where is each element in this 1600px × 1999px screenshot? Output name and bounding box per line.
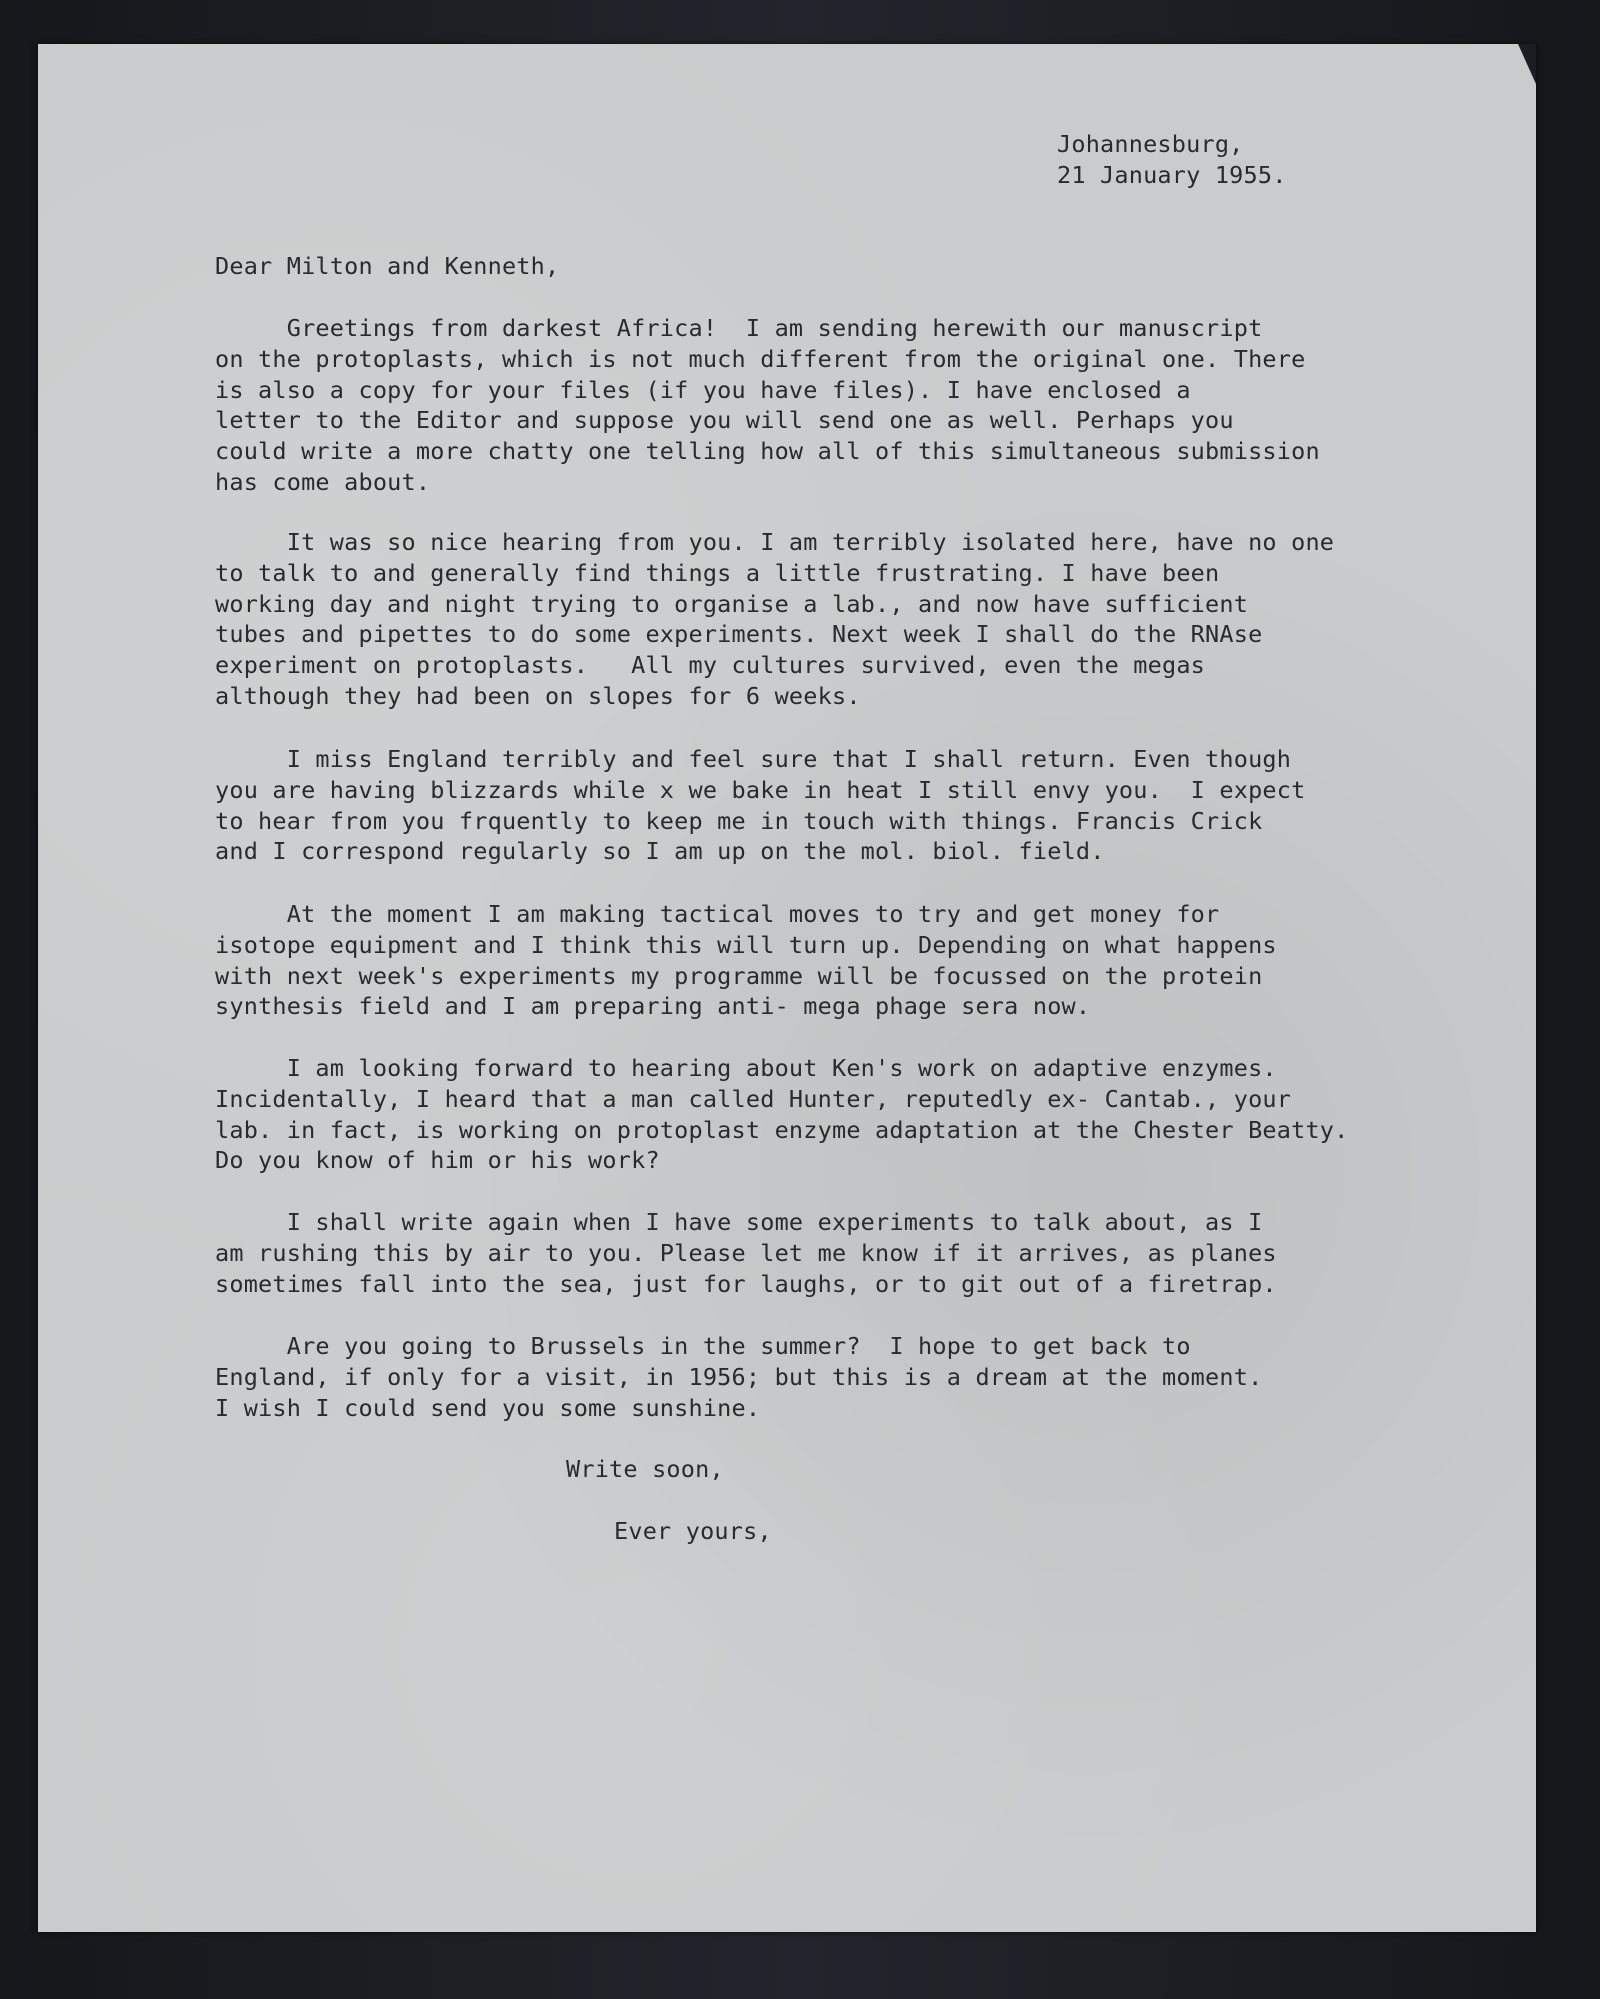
paragraph-6 xyxy=(215,1207,1277,1299)
paragraph-line: It was so nice hearing from you. I am terribly isolated here, have no one xyxy=(215,528,1335,556)
paragraph-line: I am looking forward to hearing about Ken's work on adaptive enzymes. xyxy=(215,1054,1277,1082)
paragraph-line: sometimes fall into the sea, just for laughs, or to git out of a firetrap. xyxy=(215,1269,1277,1298)
paragraph-line: letter to the Editor and suppose you will send one as well. Perhaps you xyxy=(215,406,1234,435)
paragraph-line: Greetings from darkest Africa! I am sending herewith our manuscript xyxy=(215,314,1263,342)
paragraph-line: I miss England terribly and feel sure that I shall return. Even though xyxy=(215,745,1292,773)
paragraph-line: could write a more chatty one telling how all of this simultaneous submission xyxy=(215,437,1320,466)
paragraph-line: I wish I could send you some sunshine. xyxy=(215,1393,761,1422)
paragraph-line: Are you going to Brussels in the summer? I hope to get back to xyxy=(215,1332,1191,1360)
paragraph-line: working day and night trying to organise a lab., and now have sufficient xyxy=(215,589,1249,618)
paragraph-line: Incidentally, I heard that a man called Hunter, reputedly ex- Cantab., your xyxy=(215,1084,1292,1113)
closing-ever-yours: Ever yours, xyxy=(614,1517,772,1545)
paragraph-1 xyxy=(215,313,1320,498)
paragraph-line: England, if only for a visit, in 1956; but this is a dream at the moment. xyxy=(215,1362,1263,1391)
paragraph-2 xyxy=(215,527,1334,712)
paragraph-line: I shall write again when I have some experiments to talk about, as I xyxy=(215,1208,1263,1236)
paragraph-line: and I correspond regularly so I am up on the mol. biol. field. xyxy=(215,837,1105,866)
paragraph-line: with next week's experiments my programme will be focussed on the protein xyxy=(215,961,1263,990)
letter-place: Johannesburg, xyxy=(1057,130,1244,158)
closing-write-soon: Write soon, xyxy=(566,1455,724,1483)
paragraph-4 xyxy=(215,899,1277,1022)
paragraph-line: tubes and pipettes to do some experiments. Next week I shall do the RNAse xyxy=(215,620,1263,649)
paragraph-line: synthesis field and I am preparing anti- mega phage sera now. xyxy=(215,992,1091,1021)
paragraph-line: to hear from you frquently to keep me in touch with things. Francis Crick xyxy=(215,806,1263,835)
paragraph-line: although they had been on slopes for 6 weeks. xyxy=(215,681,861,710)
place-date-block xyxy=(1057,129,1287,191)
paragraph-5 xyxy=(215,1053,1349,1176)
paragraph-line: experiment on protoplasts. All my cultures survived, even the megas xyxy=(215,651,1206,680)
paragraph-line: is also a copy for your files (if you have files). I have enclosed a xyxy=(215,375,1191,404)
salutation: Dear Milton and Kenneth, xyxy=(215,252,560,280)
paragraph-3 xyxy=(215,744,1305,867)
paragraph-line: lab. in fact, is working on protoplast enzyme adaptation at the Chester Beatty. xyxy=(215,1115,1349,1144)
paragraph-line: At the moment I am making tactical moves to try and get money for xyxy=(215,900,1220,928)
paragraph-line: Do you know of him or his work? xyxy=(215,1146,660,1175)
paragraph-line: am rushing this by air to you. Please let me know if it arrives, as planes xyxy=(215,1238,1277,1267)
paragraph-line: isotope equipment and I think this will turn up. Depending on what happens xyxy=(215,930,1277,959)
paragraph-line: has come about. xyxy=(215,467,431,496)
paragraph-7 xyxy=(215,1331,1262,1423)
letter-date: 21 January 1955. xyxy=(1057,160,1287,189)
paragraph-line: you are having blizzards while x we bake in heat I still envy you. I expect xyxy=(215,775,1306,804)
paragraph-line: to talk to and generally find things a little frustrating. I have been xyxy=(215,558,1220,587)
torn-corner xyxy=(1518,44,1536,84)
paragraph-line: on the protoplasts, which is not much different from the original one. There xyxy=(215,344,1306,373)
